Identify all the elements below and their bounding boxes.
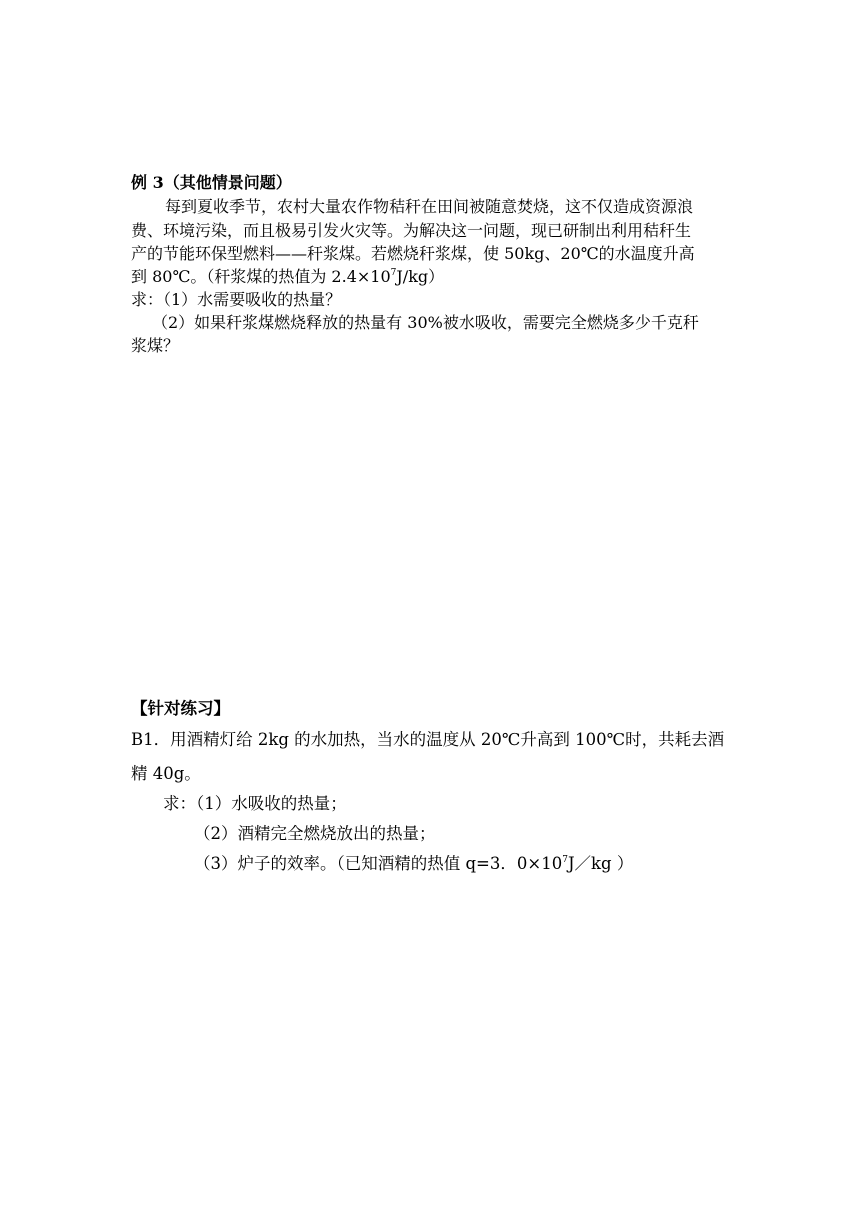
paragraph-line — [131, 266, 444, 288]
problem-b1: B1．用酒精灯给 2kg 的水加热，当水的温度从 20℃升高到 100℃时，共耗去酒 — [131, 730, 725, 749]
paragraph-line: 每到夏收季节，农村大量农作物秸秆在田间被随意焚烧，这不仅造成资源浪 — [165, 197, 694, 216]
question-1: 求：（1）水需要吸收的热量？ — [131, 290, 342, 309]
exponent: 7 — [390, 268, 397, 278]
question-2-continued: 浆煤？ — [131, 336, 180, 355]
example-title: 例 3（其他情景问题） — [131, 173, 292, 192]
exponent: 7 — [562, 855, 568, 865]
section-header: 【针对练习】 — [131, 699, 230, 718]
paragraph-text: 到 80℃。（秆浆煤的热值为 2.4×10 — [131, 267, 391, 286]
problem-b1-continued: 精 40g。 — [131, 764, 201, 783]
question-2: （2）如果秆浆煤燃烧释放的热量有 30%被水吸收，需要完全燃烧多少千克秆 — [152, 313, 699, 332]
paragraph-text: J/kg） — [396, 267, 445, 286]
question-text: （3）炉子的效率。（已知酒精的热值 q=3．0×10 — [194, 854, 563, 873]
practice-question-1: 求：（1）水吸收的热量； — [163, 794, 347, 813]
practice-question-2: （2）酒精完全燃烧放出的热量； — [194, 824, 436, 843]
paragraph-line: 产的节能环保型燃料——秆浆煤。若燃烧秆浆煤，使 50kg、20℃的水温度升高 — [131, 244, 695, 263]
question-text: J／kg ） — [567, 854, 634, 873]
practice-question-3 — [194, 853, 633, 875]
paragraph-line: 费、环境污染，而且极易引发火灾等。为解决这一问题，现已研制出利用秸秆生 — [131, 221, 692, 240]
